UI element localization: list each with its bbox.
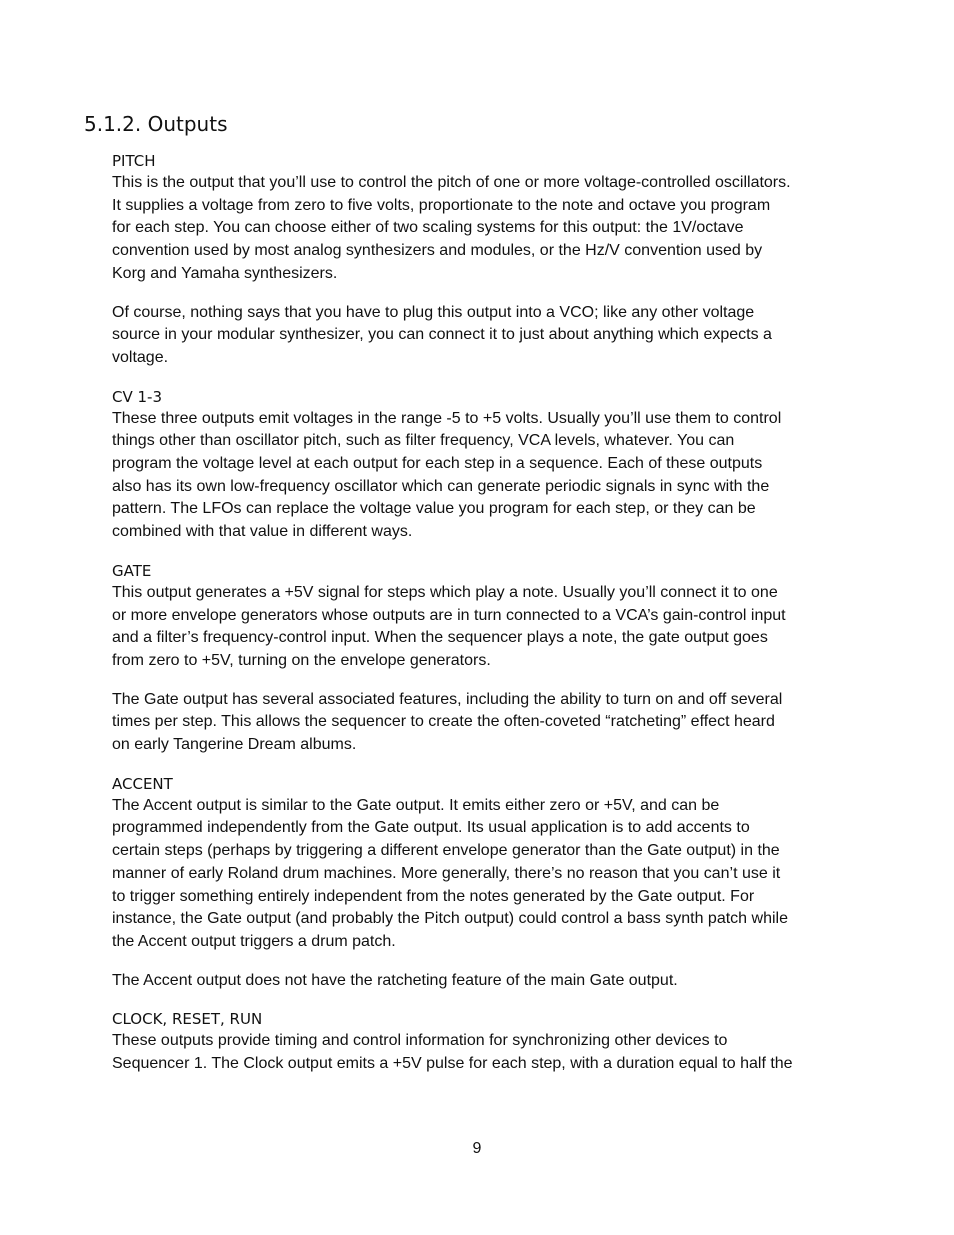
subheading-accent: ACCENT bbox=[112, 774, 173, 793]
text-line: manner of early Roland drum machines. More generally, there’s no reason that you can’t use it bbox=[112, 864, 781, 882]
subheading-gate: GATE bbox=[112, 561, 152, 580]
text-line: combined with that value in different ways. bbox=[112, 523, 413, 541]
pitch-paragraph-2 bbox=[112, 302, 852, 370]
text-line: for each step. You can choose either of two scaling systems for this output: the 1V/octave bbox=[112, 219, 744, 237]
text-line: Of course, nothing says that you have to plug this output into a VCO; like any other voltage bbox=[112, 303, 755, 321]
text-line: Korg and Yamaha synthesizers. bbox=[112, 264, 338, 282]
text-line: voltage. bbox=[112, 348, 169, 366]
section-heading: 5.1.2. Outputs bbox=[84, 112, 228, 136]
text-line: This is the output that you’ll use to control the pitch of one or more voltage-controlled oscillators. bbox=[112, 174, 791, 191]
text-line: the Accent output triggers a drum patch. bbox=[112, 932, 396, 950]
text-line: on early Tangerine Dream albums. bbox=[112, 736, 357, 754]
text-line: or more envelope generators whose outputs are in turn connected to a VCA’s gain-control input bbox=[112, 606, 786, 624]
text-line: certain steps (perhaps by triggering a different envelope generator than the Gate output) in the bbox=[112, 842, 780, 860]
text-line: These outputs provide timing and control information for synchronizing other devices to bbox=[112, 1032, 728, 1050]
text-line: instance, the Gate output (and probably the Pitch output) could control a bass synth patch while bbox=[112, 910, 788, 928]
text-line: source in your modular synthesizer, you can connect it to just about anything which expects a bbox=[112, 326, 772, 344]
text-line: convention used by most analog synthesizers and modules, or the Hz/V convention used by bbox=[112, 242, 763, 260]
text-line: things other than oscillator pitch, such as filter frequency, VCA levels, whatever. You can bbox=[112, 432, 735, 450]
text-line: from zero to +5V, turning on the envelope generators. bbox=[112, 651, 491, 669]
text-line: The Accent output is similar to the Gate output. It emits either zero or +5V, and can be bbox=[112, 796, 720, 814]
text-line: The Gate output has several associated features, including the ability to turn on and off several bbox=[112, 690, 783, 708]
page-number: 9 bbox=[472, 1140, 482, 1157]
subheading-pitch: PITCH bbox=[112, 152, 156, 170]
text-line: Sequencer 1. The Clock output emits a +5V pulse for each step, with a duration equal to half the bbox=[112, 1055, 793, 1073]
subheading-cv: CV 1-3 bbox=[112, 387, 163, 406]
gate-paragraph-1 bbox=[112, 582, 852, 673]
text-line: These three outputs emit voltages in the range -5 to +5 volts. Usually you’ll use them to control bbox=[112, 409, 782, 427]
cv-paragraph-1 bbox=[112, 408, 852, 544]
text-line: This output generates a +5V signal for steps which play a note. Usually you’ll connect it to one bbox=[112, 583, 778, 601]
text-line: also has its own low-frequency oscillator which can generate periodic signals in sync with the bbox=[112, 477, 770, 495]
text-line: program the voltage level at each output for each step in a sequence. Each of these outputs bbox=[112, 455, 763, 473]
clock-paragraph-1 bbox=[112, 1030, 852, 1075]
accent-paragraph-2 bbox=[112, 970, 852, 993]
text-line: and a filter’s frequency-control input. When the sequencer plays a note, the gate output goes bbox=[112, 629, 768, 647]
text-line: The Accent output does not have the ratcheting feature of the main Gate output. bbox=[112, 971, 678, 989]
text-line: programmed independently from the Gate output. Its usual application is to add accents to bbox=[112, 819, 750, 837]
accent-paragraph-1 bbox=[112, 795, 852, 954]
gate-paragraph-2 bbox=[112, 689, 852, 757]
text-line: to trigger something entirely independent from the notes generated by the Gate output. For bbox=[112, 887, 755, 905]
section-content bbox=[112, 150, 852, 1076]
pitch-paragraph-1 bbox=[112, 172, 852, 286]
text-line: It supplies a voltage from zero to five volts, proportionate to the note and octave you program bbox=[112, 196, 771, 214]
text-line: pattern. The LFOs can replace the voltage value you program for each step, or they can be bbox=[112, 500, 756, 518]
text-line: times per step. This allows the sequencer to create the often-coveted “ratcheting” effect heard bbox=[112, 713, 775, 731]
subheading-clock-reset-run: CLOCK, RESET, RUN bbox=[112, 1010, 263, 1029]
